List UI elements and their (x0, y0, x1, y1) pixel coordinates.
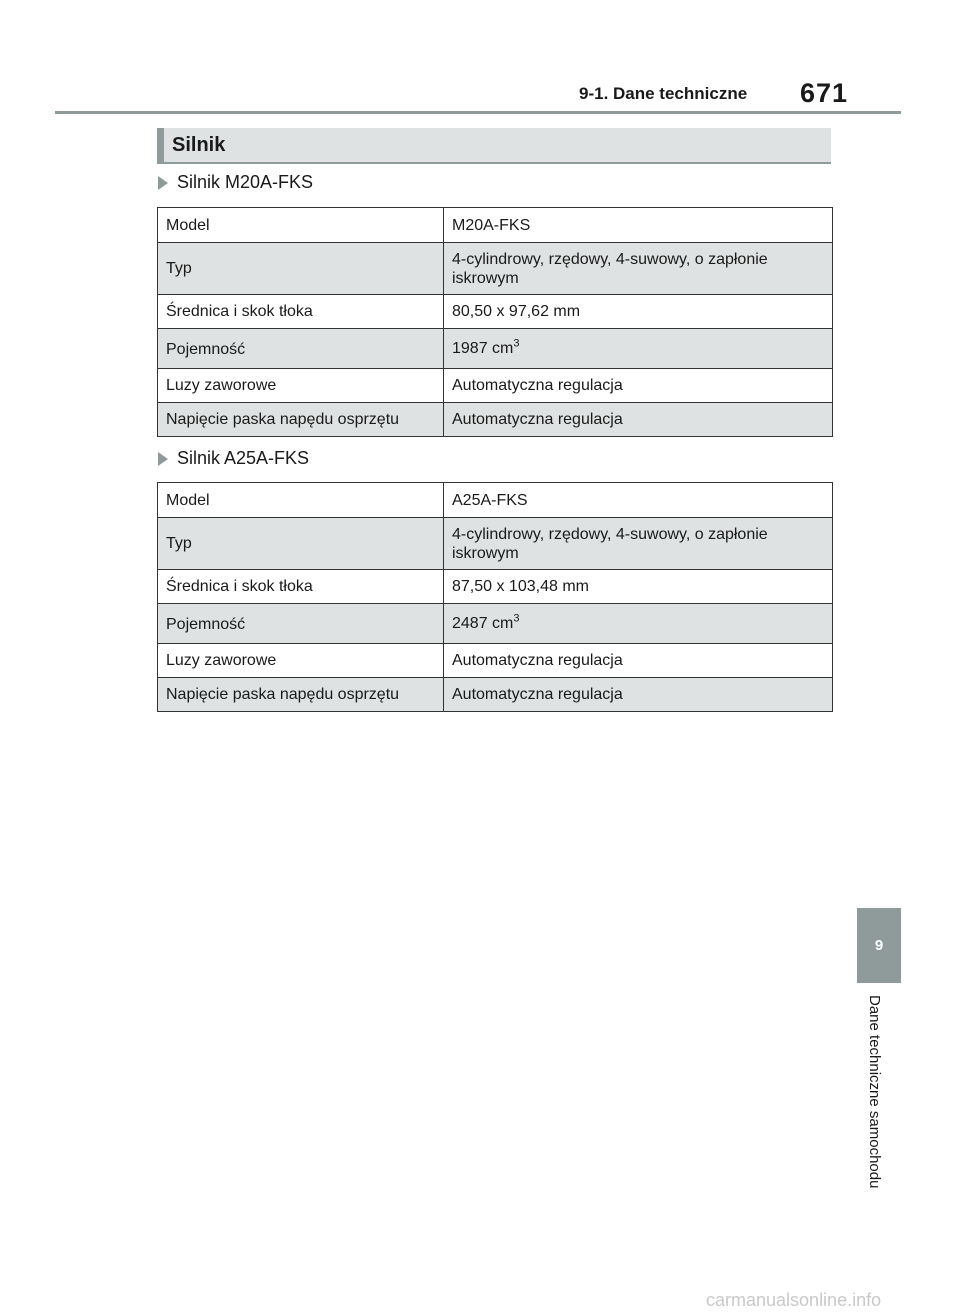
table-row (158, 570, 833, 604)
table-row (158, 243, 833, 295)
row-label: Luzy zaworowe (158, 644, 444, 678)
row-value: Automatyczna regulacja (444, 644, 833, 678)
row-value: A25A-FKS (444, 483, 833, 518)
row-label: Pojemność (158, 604, 444, 644)
engine-heading-text: Silnik M20A-FKS (177, 172, 314, 192)
table-row (158, 403, 833, 437)
section-title-bar (157, 128, 831, 164)
chapter-tab (857, 908, 901, 983)
table-row (158, 518, 833, 570)
triangle-bullet-icon (158, 452, 168, 466)
row-label: Średnica i skok tłoka (158, 295, 444, 329)
row-label: Typ (158, 243, 444, 295)
table-row (158, 644, 833, 678)
section-accent (157, 128, 164, 162)
row-label: Napięcie paska napędu osprzętu (158, 403, 444, 437)
row-label: Luzy zaworowe (158, 369, 444, 403)
spec-table-1 (157, 207, 833, 437)
row-label: Pojemność (158, 329, 444, 369)
unit-superscript: 3 (513, 337, 520, 350)
row-label: Model (158, 208, 444, 243)
row-value (444, 604, 833, 644)
engine-heading-2 (158, 448, 309, 469)
row-label: Napięcie paska napędu osprzętu (158, 678, 444, 712)
table-row (158, 678, 833, 712)
row-value: 4-cylindrowy, rzędowy, 4-suwowy, o zapłonie iskrowym (444, 243, 833, 295)
watermark: carmanualsonline.info (706, 1290, 882, 1310)
row-value: Automatyczna regulacja (444, 369, 833, 403)
row-value: 80,50 x 97,62 mm (444, 295, 833, 329)
page-number: 671 (800, 78, 849, 108)
row-value (444, 329, 833, 369)
chapter-tab-label: Dane techniczne samochodu (866, 995, 883, 1189)
row-label: Typ (158, 518, 444, 570)
capacity-value: 1987 cm (452, 340, 514, 357)
spec-table-2 (157, 482, 833, 712)
triangle-bullet-icon (158, 176, 168, 190)
table-row (158, 208, 833, 243)
unit-superscript: 3 (513, 612, 520, 625)
row-value: M20A-FKS (444, 208, 833, 243)
section-title: Silnik (172, 134, 226, 156)
row-label: Model (158, 483, 444, 518)
chapter-header: 9-1. Dane techniczne (579, 84, 748, 103)
engine-heading-text: Silnik A25A-FKS (177, 448, 310, 468)
row-value: Automatyczna regulacja (444, 403, 833, 437)
row-value: 4-cylindrowy, rzędowy, 4-suwowy, o zapłonie iskrowym (444, 518, 833, 570)
engine-heading-1 (158, 172, 313, 193)
table-row (158, 369, 833, 403)
row-value: 87,50 x 103,48 mm (444, 570, 833, 604)
chapter-tab-number: 9 (874, 937, 884, 954)
row-value: Automatyczna regulacja (444, 678, 833, 712)
table-row (158, 604, 833, 644)
header-rule (55, 111, 901, 114)
row-label: Średnica i skok tłoka (158, 570, 444, 604)
table-row (158, 329, 833, 369)
table-row (158, 295, 833, 329)
table-row (158, 483, 833, 518)
capacity-value: 2487 cm (452, 615, 514, 632)
